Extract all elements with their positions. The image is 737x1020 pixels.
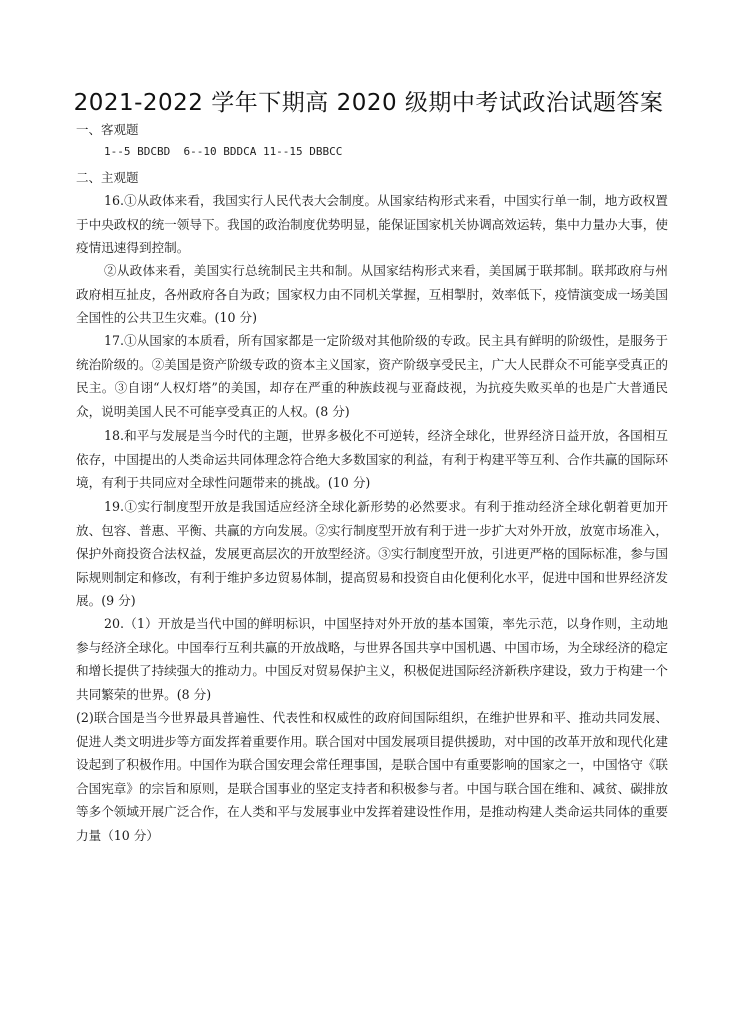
answer-16-part-1: 16.①从政体来看，我国实行人民代表大会制度。从国家结构形式来看，中国实行单一制，地方政权置于中央政权的统一领导下。我国的政治制度优势明显，能保证国家机关协调高效运转，集中力量办大事，使疫情迅速得到控制。 — [76, 193, 668, 256]
answer-19: 19.①实行制度型开放是我国适应经济全球化新形势的必然要求。有利于推动经济全球化朝着更加开放、包容、普惠、平衡、共赢的方向发展。②实行制度型开放有利于进一步扩大对外开放，放宽市场准入，保护外商投资合法权益，发展更高层次的开放型经济。③实行制度型开放，引进更严格的国际标准，参与国际规则制定和修改，有利于维护多边贸易体制，提高贸易和投资自由化便利化水平，促进中国和世界经济发展。(9 分) — [76, 499, 668, 609]
section-objective-heading: 一、客观题 — [76, 122, 139, 137]
answer-20-part-1: 20.（1）开放是当代中国的鲜明标识，中国坚持对外开放的基本国策，率先示范，以身作则，主动地参与经济全球化。中国奉行互利共赢的开放战略，与世界各国共享中国机遇、中国市场，为全球经济的稳定和增长提供了持续强大的推动力。中国反对贸易保护主义，积极促进国际经济新秩序建设，致力于构建一个共同繁荣的世界。(8 分) — [76, 616, 668, 702]
section-subjective-heading: 二、主观题 — [76, 170, 139, 185]
answer-18: 18.和平与发展是当今时代的主题，世界多极化不可逆转，经济全球化，世界经济日益开放，各国相互依存，中国提出的人类命运共同体理念符合绝大多数国家的利益，有利于构建平等互利、合作共赢的国际环境，有利于共同应对全球性问题带来的挑战。(10 分) — [76, 428, 668, 491]
objective-answers: 1--5 BDCBD 6--10 BDDCA 11--15 DBBCC — [104, 145, 343, 158]
answer-16-part-2: ②从政体来看，美国实行总统制民主共和制。从国家结构形式来看，美国属于联邦制。联邦政府与州政府相互扯皮，各州政府各自为政；国家权力由不同机关掌握，互相掣肘，效率低下，疫情演变成一场美国全国性的公共卫生灾难。(10 分) — [76, 263, 668, 326]
answer-17: 17.①从国家的本质看，所有国家都是一定阶级对其他阶级的专政。民主具有鲜明的阶级性，是服务于统治阶级的。②美国是资产阶级专政的资本主义国家，资产阶级享受民主，广大人民群众不可能享受真正的民主。③自诩“人权灯塔”的美国，却存在严重的种族歧视与亚裔歧视，为抗疫失败买单的也是广大普通民众，说明美国人民不可能享受真正的人权。(8 分) — [76, 333, 668, 419]
document-title: 2021-2022 学年下期高 2020 级期中考试政治试题答案 — [73, 90, 664, 116]
answer-20-part-2: (2)联合国是当今世界最具普遍性、代表性和权威性的政府间国际组织，在维护世界和平、推动共同发展、促进人类文明进步等方面发挥着重要作用。联合国对中国发展项目提供援助，对中国的改革开放和现代化建设起到了积极作用。中国作为联合国安理会常任理事国，是联合国中有重要影响的国家之一，中国恪守《联合国宪章》的宗旨和原则，是联合国事业的坚定支持者和积极参与者。中国与联合国在维和、减贫、碳排放等多个领域开展广泛合作，在人类和平与发展事业中发挥着建设性作用，是推动构建人类命运共同体的重要力量（10 分） — [76, 710, 668, 843]
